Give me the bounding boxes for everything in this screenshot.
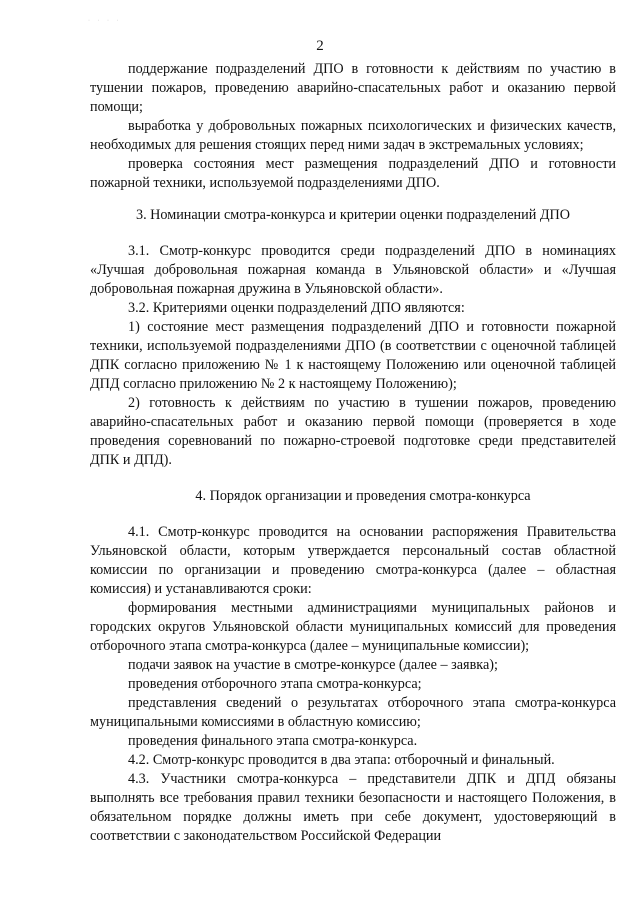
page-number: 2 — [316, 38, 324, 54]
paragraph-readiness: поддержание подразделений ДПО в готовности к действиям по участию в тушении пожаров, проведению аварийно-спасательных работ и оказанию первой помощи; — [90, 61, 616, 115]
paragraph-3-2: 3.2. Критериями оценки подразделений ДПО являются: — [128, 300, 465, 316]
paragraph-results: представления сведений о результатах отборочного этапа смотра-конкурса муниципальными комиссиями в областную комиссию; — [90, 695, 616, 730]
paragraph-3-1: 3.1. Смотр-конкурс проводится среди подразделений ДПО в номинациях «Лучшая добровольная пожарная команда в Ульяновской области» и «Лучшая добровольная пожарная дружина в Ульяновской области». — [90, 243, 616, 297]
document-body — [90, 60, 616, 846]
paragraph-inspection: проверка состояния мест размещения подразделений ДПО и готовности пожарной техники, используемой подразделениями ДПО. — [90, 156, 616, 191]
section-4-heading: 4. Порядок организации и проведения смотра-конкурса — [195, 488, 531, 504]
paragraph-4-1: 4.1. Смотр-конкурс проводится на основании распоряжения Правительства Ульяновской области, которым утверждается персональный состав областной комиссии по организации и проведению смотра-конкурса (далее – областная комиссия) и устанавливаются сроки: — [90, 524, 616, 597]
paragraph-criterion-2: 2) готовность к действиям по участию в тушении пожаров, проведению аварийно-спасательных работ и оказанию первой помощи (проверяется в ходе проведения соревнований по пожарно-строевой подготовке среди представителей ДПК и ДПД). — [90, 395, 616, 468]
paragraph-training: выработка у добровольных пожарных психологических и физических качеств, необходимых для решения стоящих перед ними задач в экстремальных условиях; — [90, 118, 616, 153]
paragraph-applications: подачи заявок на участие в смотре-конкурсе (далее – заявка); — [128, 657, 498, 673]
paragraph-4-3: 4.3. Участники смотра-конкурса – представители ДПК и ДПД обязаны выполнять все требования правил техники безопасности и настоящего Положения, в обязательном порядке должны иметь при себе документ, удостоверяющий в соответствии с законодательством Российской Федерации — [90, 771, 616, 844]
paragraph-commissions: формирования местными администрациями муниципальных районов и городских округов Ульяновской области муниципальных комиссий для проведения отборочного этапа смотра-конкурса (далее – муниципальные комиссии); — [90, 600, 616, 654]
paragraph-4-2: 4.2. Смотр-конкурс проводится в два этапа: отборочный и финальный. — [128, 752, 555, 768]
paragraph-criterion-1: 1) состояние мест размещения подразделений ДПО и готовности пожарной техники, используемой подразделениями ДПО (в соответствии с оценочной таблицей ДПК согласно приложению № 1 к настоящему Положению или оценочной таблицей ДПД согласно приложению № 2 к настоящему Положению); — [90, 319, 616, 392]
section-3-heading: 3. Номинации смотра-конкурса и критерии оценки подразделений ДПО — [135, 207, 571, 223]
paragraph-final-stage: проведения финального этапа смотра-конкурса. — [128, 733, 418, 749]
paragraph-qualifying-stage: проведения отборочного этапа смотра-конкурса; — [128, 676, 422, 692]
scan-artifact: · · · · — [88, 18, 122, 24]
